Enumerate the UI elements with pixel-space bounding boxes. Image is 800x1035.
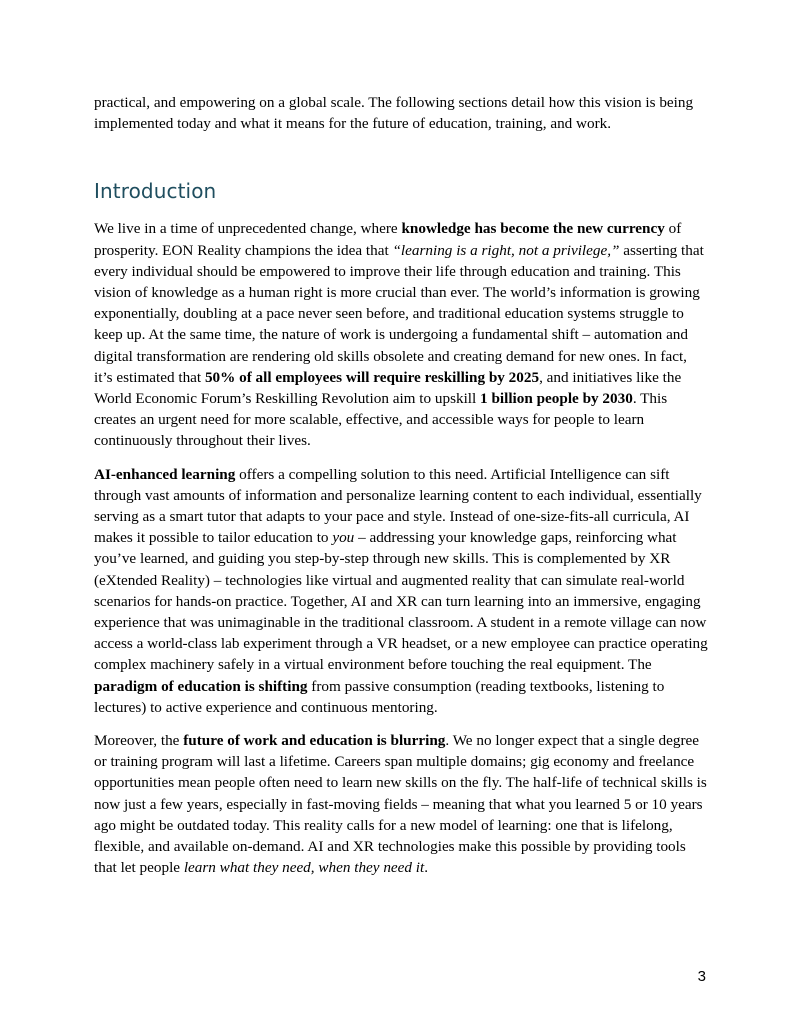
italic-text: you — [332, 529, 355, 547]
text-run: Moreover, the — [94, 732, 184, 750]
text-run: . We no longer expect that a single degree or training program will last a lifetime. Careers span multiple domains; gig economy and freelance opportunities mean people often need to learn new skills on the fly. The half-life of technical skills is now just a few years, especially in fast-moving fields – meaning that what you learned 5 or 10 years ago might be outdated today. This reality calls for a new model of learning: one that is lifelong, flexible, and available on-demand. AI and XR technologies make this possible by providing tools that let people — [94, 732, 707, 877]
page-number: 3 — [697, 968, 706, 985]
bold-text: knowledge has become the new currency — [401, 220, 665, 238]
text-run: . — [424, 859, 429, 877]
bold-text: future of work and education is blurring — [183, 732, 446, 750]
text-run: , and initiatives like the World Economic Forum’s Reskilling Revolution aim to upskill — [94, 368, 682, 408]
paragraph-future-of-work — [94, 730, 708, 878]
bold-text: AI-enhanced learning — [94, 465, 236, 483]
text-run: . This creates an urgent need for more scalable, effective, and accessible ways for people to learn continuously throughout their lives. — [94, 390, 668, 450]
text-run: of prosperity. EON Reality champions the idea that — [94, 220, 682, 259]
bold-text: paradigm of education is shifting — [94, 677, 308, 695]
bold-text: 1 billion people by 2030 — [480, 390, 633, 408]
section-heading-introduction: Introduction — [94, 179, 217, 204]
bold-text: 50% of all employees will require reskilling by 2025 — [204, 368, 540, 386]
text-run: offers a compelling solution to this need. Artificial Intelligence can sift through vast amounts of information and personalize learning content to each individual, essentially serving as a smart tutor that adapts to your pace and style. Instead of one-size-fits-all curricula, AI makes it possible to tailor education to — [94, 465, 702, 547]
document-page — [94, 92, 708, 891]
italic-quote: “learning is a right, not a privilege,” — [392, 241, 620, 259]
paragraph-ai-enhanced-learning — [94, 464, 708, 718]
italic-text: learn what they need, when they need it — [183, 859, 425, 877]
text-run: We live in a time of unprecedented change, where — [94, 220, 402, 238]
paragraph-knowledge-currency — [94, 218, 708, 451]
text-run: – addressing your knowledge gaps, reinforcing what you’ve learned, and guiding you step-by-step through new skills. This is complemented by XR (eXtended Reality) – technologies like virtual and augmented reality that can simulate real-world scenarios for hands-on practice. Together, AI and XR can turn learning into an immersive, engaging experience that was unimaginable in the traditional classroom. A student in a remote village can now access a world-class lab experiment through a VR headset, or a new employee can practice operating complex machinery safely in a virtual environment before touching the real equipment. The — [94, 529, 708, 674]
text-run: asserting that every individual should be empowered to improve their life through education and training. This vision of knowledge as a human right is more crucial than ever. The world’s information is growing exponentially, doubling at a pace never seen before, and traditional education systems struggle to keep up. At the same time, the nature of work is undergoing a fundamental shift – automation and digital transformation are rendering old skills obsolete and creating demand for new ones. In fact, it’s estimated that — [94, 241, 704, 386]
intro-paragraph: practical, and empowering on a global scale. The following sections detail how this vision is being implemented today and what it means for the future of education, training, and work. — [94, 94, 694, 133]
text-run: from passive consumption (reading textbooks, listening to lectures) to active experience and continuous mentoring. — [94, 677, 665, 716]
